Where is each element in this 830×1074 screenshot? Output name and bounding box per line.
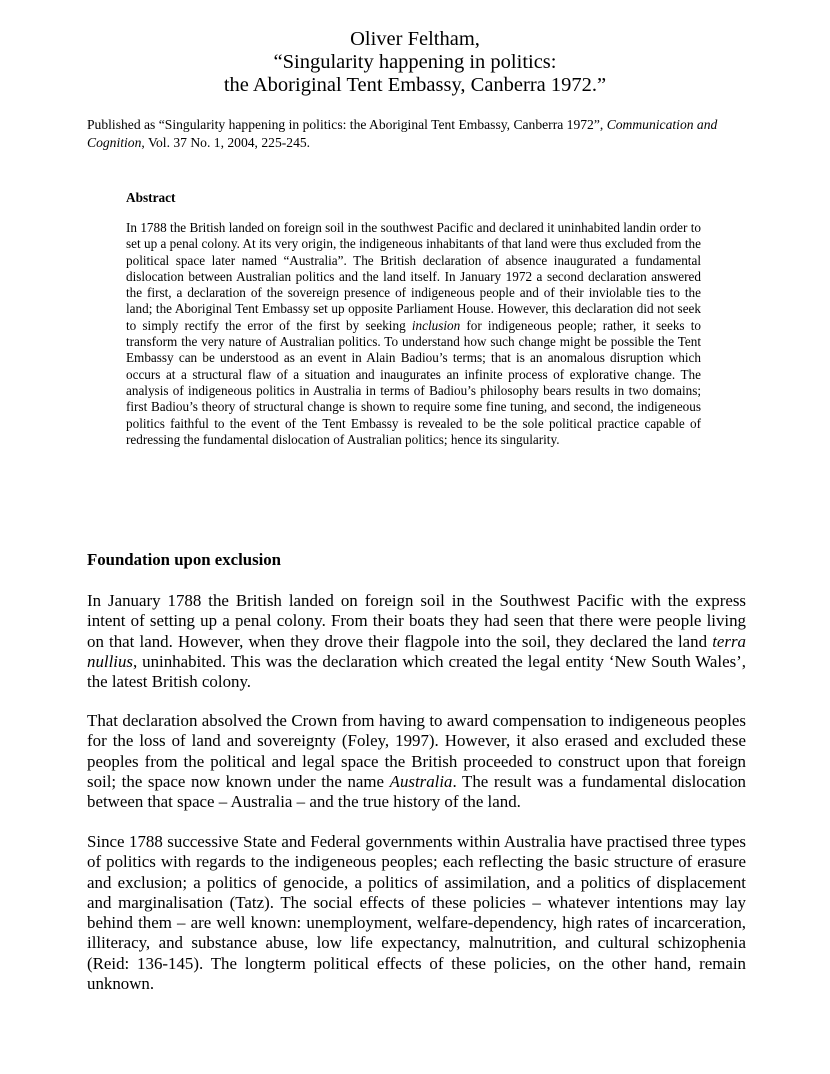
abstract-section	[126, 190, 701, 448]
abstract-text-part-2: for indigeneous people; rather, it seeks to transform the very nature of Australian politics. To understand how such change might be possible the Tent Embassy can be understood as an event in Alain Badiou’s terms; that is an anomalous disruption which occurs at a structural flaw of a situation and inaugurates an infinite process of explorative change. The analysis of indigeneous politics in Australia in terms of Badiou’s philosophy bears results in two domains; first Badiou’s theory of structural change is shown to require some fine tuning, and second, the indigeneous politics faithful to the event of the Tent Embassy is revealed to be the sole political practice capable of redressing the fundamental dislocation of Australian politics; hence its singularity.	[126, 317, 701, 447]
body-paragraph-3: Since 1788 successive State and Federal governments within Australia have practised three types of politics with regards to the indigeneous peoples; each reflecting the basic structure of erasure and exclusion; a politics of genocide, a politics of assimilation, and a politics of displacement and marginalisation (Tatz). The social effects of these policies – whatever intentions may lay behind them – are well known: unemployment, welfare-dependency, high rates of incarceration, illiteracy, and substance abuse, low life expectancy, malnutrition, and cultural schizophenia (Reid: 136-145). The longterm political effects of these policies, on the other hand, remain unknown.	[87, 832, 746, 994]
body-paragraph-1	[87, 591, 746, 692]
paragraph-2-emphasis: Australia	[389, 771, 453, 791]
abstract-heading: Abstract	[126, 190, 176, 205]
paragraph-1-emphasis: terra nullius	[87, 631, 746, 671]
title-line-2: “Singularity happening in politics:	[273, 51, 557, 73]
paragraph-1-part-1: In January 1788 the British landed on foreign soil in the Southwest Pacific with the express intent of setting up a penal colony. From their boats they had seen that there were people living on that land. However, when they drove their flagpole into the soil, they declared the land	[87, 591, 746, 651]
abstract-emphasis: inclusion	[411, 317, 461, 333]
title-line-3: the Aboriginal Tent Embassy, Canberra 1972.”	[223, 74, 607, 96]
paragraph-2-part-2: . The result was a fundamental dislocation between that space – Australia – and the true history of the land.	[87, 771, 747, 812]
body-paragraph-2	[87, 711, 746, 812]
section-heading: Foundation upon exclusion	[87, 550, 281, 569]
document-title	[0, 28, 830, 97]
abstract-text	[126, 220, 701, 448]
journal-name: Communication and Cognition	[87, 117, 718, 150]
publication-note	[87, 116, 747, 152]
paragraph-1-part-2: , uninhabited. This was the declaration which created the legal entity ‘New South Wales’, the latest British colony.	[87, 651, 746, 692]
publication-suffix: , Vol. 37 No. 1, 2004, 225-245.	[141, 135, 311, 150]
abstract-text-part-1: In 1788 the British landed on foreign soil in the southwest Pacific and declared it uninhabited landin order to set up a penal colony. At its very origin, the indigeneous inhabitants of that land were thus excluded from the political space later named “Australia”. The British declaration of absence inaugurated a fundamental dislocation between Australian politics and the land itself. In January 1972 a second declaration answered the first, a declaration of the sovereign presence of indigeneous people and of their inviolable ties to the land; the Aboriginal Tent Embassy set up opposite Parliament House. However, this declaration did not seek to simply rectify the error of the first by seeking	[126, 220, 701, 333]
title-author: Oliver Feltham,	[350, 28, 480, 50]
paragraph-2-part-1: That declaration absolved the Crown from having to award compensation to indigeneous peoples for the loss of land and sovereignty (Foley, 1997). However, it also erased and excluded these peoples from the political and legal space the British proceeded to construct upon that foreign soil; the space now known under the name	[87, 711, 746, 791]
publication-prefix: Published as “Singularity happening in politics: the Aboriginal Tent Embassy, Canberra 1972”,	[87, 117, 607, 132]
